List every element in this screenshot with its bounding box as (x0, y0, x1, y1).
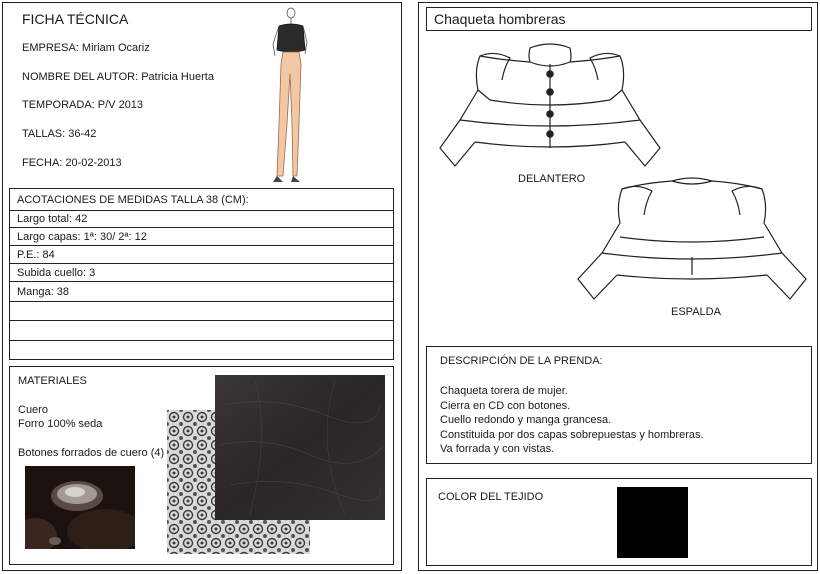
measures-table (9, 188, 394, 360)
info-season: TEMPORADA: P/V 2013 (22, 99, 144, 111)
front-view-drawing (430, 40, 670, 180)
material-item: Cuero (18, 404, 48, 416)
material-item: Forro 100% seda (18, 418, 103, 430)
description-text (440, 384, 704, 457)
sheet-title: FICHA TÉCNICA (22, 11, 129, 27)
measure-row (10, 302, 393, 321)
info-sizes: TALLAS: 36-42 (22, 128, 97, 140)
measure-row: Largo capas: 1ª: 30/ 2ª: 12 (10, 229, 393, 246)
description-line: Cierra en CD con botones. (440, 399, 571, 412)
description-line: Chaqueta torera de mujer. (440, 385, 568, 397)
fabric-color-swatch (617, 487, 688, 558)
measure-row (10, 321, 393, 341)
buttons-label: Botones forrados de cuero (4) (18, 447, 165, 459)
description-line: Cuello redondo y manga grancesa. (440, 414, 612, 426)
measure-row: Manga: 38 (10, 283, 393, 302)
info-author: NOMBRE DEL AUTOR: Patricia Huerta (22, 71, 214, 83)
info-date: FECHA: 20-02-2013 (22, 157, 122, 169)
leather-fabric-swatch (215, 375, 385, 520)
measure-row (10, 341, 393, 359)
back-label: ESPALDA (671, 306, 721, 318)
garment-title: Chaqueta hombreras (434, 11, 566, 27)
measures-heading: ACOTACIONES DE MEDIDAS TALLA 38 (CM): (10, 189, 393, 211)
back-view-drawing (572, 175, 812, 315)
fabric-color-heading: COLOR DEL TEJIDO (438, 491, 544, 503)
description-heading: DESCRIPCIÓN DE LA PRENDA: (440, 355, 603, 367)
measure-row: Largo total: 42 (10, 211, 393, 228)
description-line: Va forrada y con vistas. (440, 443, 555, 455)
materials-heading: MATERIALES (18, 375, 87, 387)
leather-button-photo (25, 466, 135, 549)
front-label: DELANTERO (518, 173, 586, 185)
measure-row: P.E.: 84 (10, 247, 393, 264)
fashion-figure-sketch (255, 4, 315, 186)
description-line: Constituida por dos capas sobrepuestas y hombreras. (440, 428, 704, 441)
measure-row: Subida cuello: 3 (10, 265, 393, 282)
info-company: EMPRESA: Miriam Ocariz (22, 42, 150, 54)
